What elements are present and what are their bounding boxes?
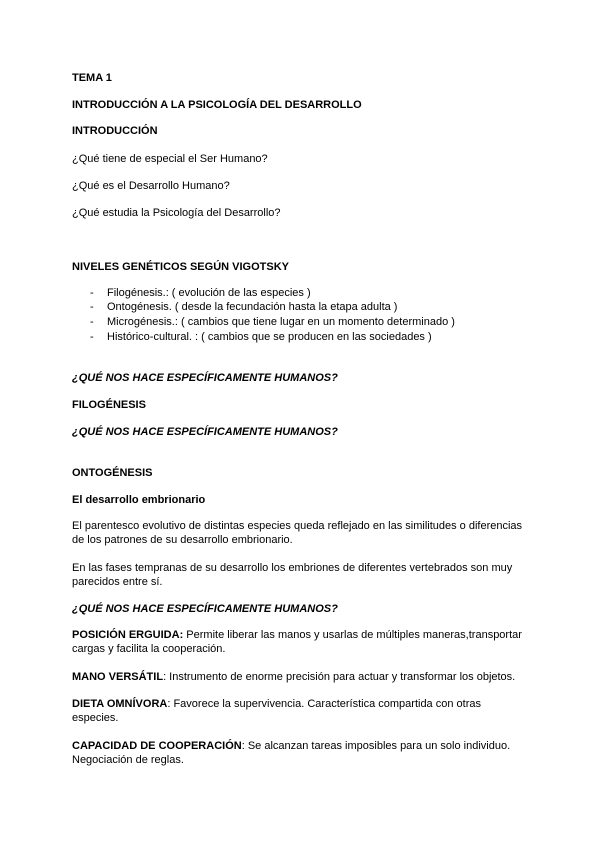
question-2: ¿Qué es el Desarrollo Humano? [72, 180, 230, 192]
trait-term: POSICIÓN ERGUIDA: [72, 629, 184, 641]
bullet-dash: - [90, 316, 94, 328]
subheading-desarrollo-embrionario: El desarrollo embrionario [72, 494, 206, 506]
question-1: ¿Qué tiene de especial el Ser Humano? [72, 153, 268, 165]
list-item-filogenesis: Filogénesis.: ( evolución de las especies ) [107, 287, 311, 299]
list-item-ontogenesis: Ontogénesis. ( desde la fecundación hasta la etapa adulta ) [107, 301, 398, 313]
trait-term: CAPACIDAD DE COOPERACIÓN [72, 740, 242, 752]
bullet-dash: - [90, 331, 94, 343]
section-heading-filogenesis: FILOGÉNESIS [72, 399, 146, 411]
trait-posicion-erguida-cont: cargas y facilita la cooperación. [72, 643, 226, 655]
trait-capacidad-cooperacion-cont: Negociación de reglas. [72, 754, 184, 766]
trait-term: DIETA OMNÍVORA [72, 698, 168, 710]
trait-text: : Se alcanzan tareas imposibles para un solo individuo. [241, 740, 511, 752]
trait-dieta-omnivora-cont: especies. [72, 712, 119, 724]
list-item-historico-cultural: Histórico-cultural. : ( cambios que se producen en las sociedades ) [107, 331, 432, 343]
paragraph-1-line-1: El parentesco evolutivo de distintas especies queda reflejado en las similitudes o diferencias [72, 520, 523, 532]
paragraph-2-line-2: parecidos entre sí. [72, 576, 163, 588]
section-heading-ontogenesis: ONTOGÉNESIS [72, 467, 153, 479]
question-3: ¿Qué estudia la Psicología del Desarrollo? [72, 207, 281, 219]
trait-capacidad-cooperacion [72, 740, 510, 753]
question-heading-humanos-3: ¿QUÉ NOS HACE ESPECÍFICAMENTE HUMANOS? [72, 603, 338, 615]
bullet-dash: - [90, 301, 94, 313]
section-heading-niveles: NIVELES GENÉTICOS SEGÚN VIGOTSKY [72, 261, 289, 273]
paragraph-1-line-2: de los patrones de su desarrollo embrionario. [72, 534, 293, 546]
paragraph-2-line-1: En las fases tempranas de su desarrollo los embriones de diferentes vertebrados son muy [72, 562, 513, 574]
trait-text: Permite liberar las manos y usarlas de múltiples maneras,transportar [183, 629, 522, 641]
trait-mano-versatil [72, 671, 515, 684]
section-heading-introduccion: INTRODUCCIÓN [72, 125, 158, 137]
trait-text: : Favorece la supervivencia. Característica compartida con otras [167, 698, 481, 710]
tema-label: TEMA 1 [72, 72, 112, 84]
page-title: INTRODUCCIÓN A LA PSICOLOGÍA DEL DESARROLLO [72, 99, 362, 111]
trait-text: : Instrumento de enorme precisión para actuar y transformar los objetos. [163, 671, 516, 683]
bullet-dash: - [90, 287, 94, 299]
trait-posicion-erguida [72, 629, 522, 642]
trait-dieta-omnivora [72, 698, 481, 711]
question-heading-humanos-1: ¿QUÉ NOS HACE ESPECÍFICAMENTE HUMANOS? [72, 372, 338, 384]
list-item-microgenesis: Microgénesis.: ( cambios que tiene lugar en un momento determinado ) [107, 316, 455, 328]
trait-term: MANO VERSÁTIL [72, 671, 164, 683]
question-heading-humanos-2: ¿QUÉ NOS HACE ESPECÍFICAMENTE HUMANOS? [72, 426, 338, 438]
